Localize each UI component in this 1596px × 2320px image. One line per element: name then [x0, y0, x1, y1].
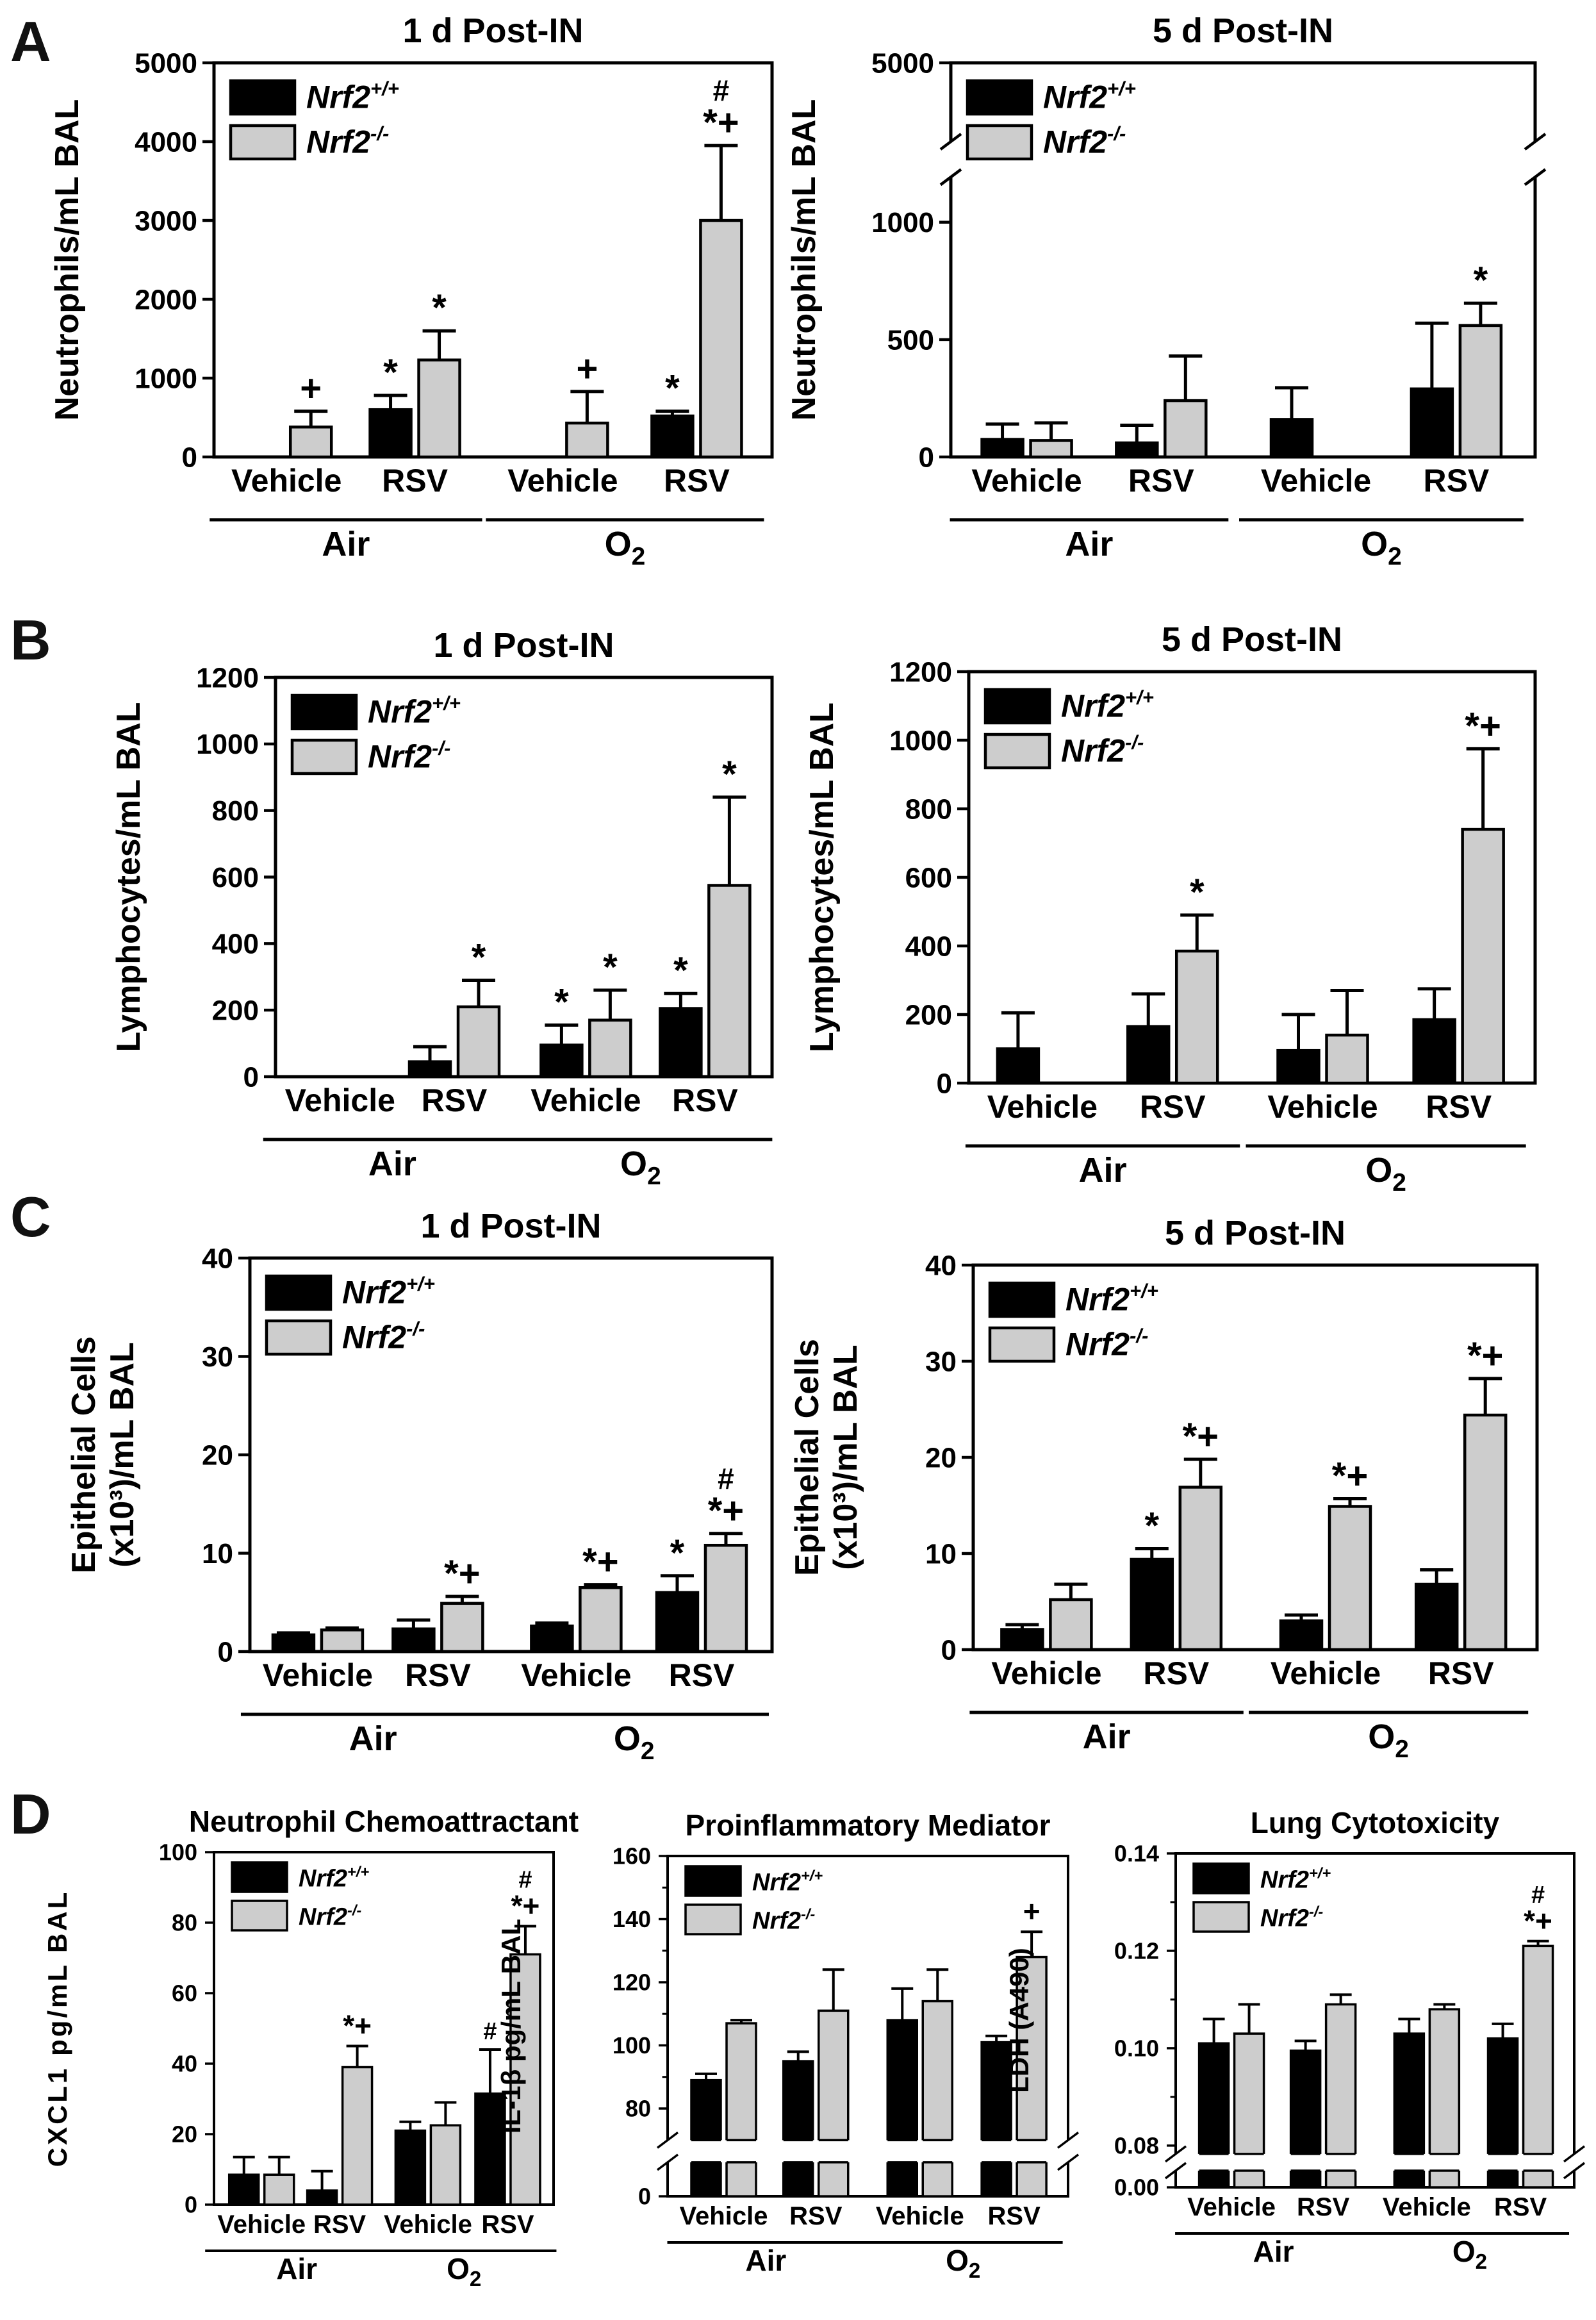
x-category-label: RSV: [668, 1657, 735, 1693]
chart-svg-epithelial-1d: [38, 1184, 807, 1802]
significance-annotation: #: [518, 1866, 532, 1894]
y-tick-label: 0: [184, 2191, 197, 2218]
significance-annotation: +: [576, 347, 598, 390]
chart-epithelial-cells-5d-post-in: [762, 1191, 1572, 1800]
y-tick-label: 4000: [135, 126, 197, 158]
chart-lymphocytes-1d-post-in: [64, 604, 807, 1227]
y-tick-label: 60: [171, 1980, 197, 2007]
axis-break-band: [1171, 2154, 1579, 2171]
significance-annotation: #: [483, 2018, 497, 2045]
y-tick-label: 100: [158, 1839, 197, 1866]
y-tick-label: 0: [918, 442, 934, 474]
legend-swatch-nrf2-wt: [292, 695, 356, 729]
y-tick-label: 200: [905, 999, 952, 1031]
significance-annotation: *: [432, 287, 447, 329]
y-axis-label: LDH (A490): [1004, 1948, 1034, 2093]
legend-swatch-nrf2-wt: [686, 1866, 741, 1896]
legend-label-nrf2-wt: Nrf2+/+: [342, 1272, 435, 1311]
x-category-label: Vehicle: [507, 463, 618, 499]
axis-break-gap: [1533, 142, 1538, 177]
x-category-label: RSV: [481, 2210, 534, 2239]
y-tick-label: 0.12: [1114, 1937, 1159, 1964]
x-category-label: Vehicle: [217, 2210, 306, 2239]
bar-nrf2-ko-group2: [419, 360, 460, 457]
significance-annotation: *: [1144, 1505, 1160, 1547]
group-label: $O_2$: [1368, 1718, 1409, 1763]
group-label: Air: [368, 1145, 416, 1183]
legend-swatch-nrf2-wt: [231, 81, 295, 114]
legend-label-nrf2-ko: Nrf2-/-: [1061, 731, 1144, 769]
significance-annotation: *: [665, 367, 680, 410]
bar-nrf2-ko-group2: [1165, 401, 1206, 457]
legend-swatch-nrf2-ko: [231, 126, 295, 159]
significance-annotation: *+: [511, 1889, 540, 1923]
bar-nrf2-wt-group4: [652, 416, 693, 457]
y-tick-label: 500: [887, 324, 934, 356]
bar-nrf2-wt-group2: [784, 2061, 813, 2196]
bar-nrf2-wt-group2: [409, 1062, 450, 1077]
group-label: Air: [349, 1719, 397, 1758]
bar-nrf2-wt-group3: [395, 2131, 425, 2205]
x-category-label: Vehicle: [262, 1657, 374, 1693]
chart-lung-cytotoxicity-ldh: [983, 1789, 1596, 2303]
significance-annotation: *: [670, 1532, 685, 1574]
x-category-label: RSV: [1139, 1089, 1206, 1125]
bar-nrf2-wt-group4: [657, 1593, 698, 1652]
y-tick-label: 0: [638, 2183, 651, 2210]
y-tick-label: 1000: [871, 207, 934, 239]
y-axis-label: Epithelial Cells(x10³)/mL BAL: [789, 1339, 864, 1576]
y-axis-label: Lymphocytes/mL BAL: [803, 702, 841, 1053]
y-tick-label: 0.10: [1114, 2035, 1159, 2062]
bar-nrf2-ko-group1: [290, 427, 331, 457]
bar-nrf2-ko-group3: [589, 1020, 630, 1077]
significance-annotation: *: [603, 947, 618, 989]
y-tick-label: 20: [171, 2121, 197, 2148]
y-tick-label: 20: [925, 1442, 957, 1474]
legend-swatch-nrf2-wt: [967, 81, 1032, 114]
legend-swatch-nrf2-wt: [232, 1862, 287, 1892]
group-label: $O_2$: [604, 525, 646, 570]
legend-swatch-nrf2-ko: [292, 740, 356, 774]
significance-annotation: *: [554, 981, 569, 1023]
group-label: Air: [1082, 1718, 1131, 1756]
y-tick-label: 800: [905, 793, 952, 825]
group-label: $O_2$: [1361, 525, 1402, 570]
y-tick-label: 1000: [196, 729, 259, 761]
legend-swatch-nrf2-ko: [232, 1901, 287, 1930]
chart-neutrophils-5d-post-in: [739, 0, 1570, 608]
chart-title: 5 d Post-IN: [1161, 620, 1343, 659]
y-tick-label: 160: [612, 1843, 651, 1869]
x-category-label: RSV: [1423, 463, 1490, 499]
group-label: $O_2$: [1452, 2235, 1488, 2274]
bar-nrf2-ko-group3: [566, 423, 607, 457]
x-category-label: Vehicle: [284, 1082, 395, 1118]
y-tick-label: 80: [171, 1909, 197, 1936]
y-axis-label: Epithelial Cells(x10³)/mL BAL: [65, 1336, 141, 1573]
y-tick-label: 1000: [889, 725, 952, 757]
panel-label-b: B: [10, 608, 51, 672]
x-category-label: RSV: [1128, 463, 1194, 499]
chart-svg-neutrophils-5d: [739, 0, 1570, 608]
significance-annotation: *+: [1467, 1335, 1504, 1377]
group-label: $O_2$: [620, 1145, 661, 1190]
legend-label-nrf2-wt: Nrf2+/+: [306, 77, 399, 115]
x-category-label: RSV: [1427, 1655, 1494, 1691]
legend-swatch-nrf2-ko: [1194, 1902, 1249, 1932]
chart-title: 5 d Post-IN: [1152, 12, 1334, 50]
x-category-label: RSV: [1426, 1089, 1492, 1125]
legend-swatch-nrf2-wt: [990, 1283, 1054, 1316]
y-axis-label: IL-1β pg/mL BAL: [496, 1918, 526, 2134]
legend-label-nrf2-ko: Nrf2-/-: [342, 1317, 425, 1355]
significance-annotation: *+: [1182, 1416, 1219, 1457]
y-tick-label: 0: [243, 1061, 259, 1093]
y-tick-label: 20: [202, 1439, 233, 1471]
chart-title: Lung Cytotoxicity: [1250, 1806, 1500, 1839]
significance-annotation: *+: [444, 1553, 481, 1595]
y-tick-label: 0.08: [1114, 2132, 1159, 2159]
chart-title: 1 d Post-IN: [420, 1207, 602, 1245]
chart-title: 1 d Post-IN: [433, 626, 614, 665]
bar-nrf2-ko-group2: [819, 2010, 848, 2196]
legend-label-nrf2-wt: Nrf2+/+: [1061, 686, 1154, 724]
bar-nrf2-wt-group1: [229, 2175, 259, 2205]
axis-break-gap: [948, 142, 953, 177]
bar-nrf2-wt-group2: [370, 410, 411, 457]
significance-annotation: *+: [582, 1541, 619, 1583]
significance-annotation: *+: [343, 2009, 372, 2042]
bar-nrf2-ko-group3: [1329, 1507, 1370, 1650]
y-tick-label: 400: [905, 931, 952, 963]
significance-annotation: +: [1023, 1894, 1041, 1928]
significance-annotation: *: [673, 950, 688, 992]
bar-nrf2-ko-group1: [727, 2023, 756, 2196]
legend-label-nrf2-ko: Nrf2-/-: [1260, 1903, 1324, 1932]
y-axis-label: Neutrophils/mL BAL: [49, 99, 86, 421]
bar-nrf2-ko-group3: [1327, 1035, 1368, 1083]
bar-nrf2-ko-group1: [1050, 1600, 1091, 1650]
y-tick-label: 0: [181, 442, 197, 474]
bar-nrf2-ko-group4: [709, 885, 750, 1077]
bar-nrf2-wt-group2: [1128, 1027, 1169, 1083]
bar-nrf2-wt-group3: [541, 1045, 582, 1077]
y-tick-label: 120: [612, 1969, 651, 1996]
chart-lymphocytes-5d-post-in: [757, 598, 1570, 1234]
y-tick-label: 600: [905, 862, 952, 894]
legend-label-nrf2-wt: Nrf2+/+: [752, 1867, 823, 1896]
bar-nrf2-ko-group1: [1031, 440, 1072, 457]
y-axis-label: Lymphocytes/mL BAL: [110, 702, 147, 1052]
group-label: $O_2$: [447, 2252, 482, 2291]
x-category-label: Vehicle: [531, 1082, 641, 1118]
group-label: $O_2$: [946, 2244, 981, 2283]
x-category-label: RSV: [382, 463, 448, 499]
legend-swatch-nrf2-ko: [267, 1321, 331, 1354]
group-label: Air: [322, 525, 370, 563]
y-tick-label: 1200: [196, 662, 259, 694]
y-axis-label: CXCL1 pg/mL BAL: [42, 1889, 72, 2167]
bar-nrf2-wt-group1: [691, 2080, 721, 2196]
significance-annotation: *+: [707, 1489, 745, 1532]
chart-title: Neutrophil Chemoattractant: [188, 1805, 579, 1838]
x-category-label: RSV: [404, 1657, 471, 1693]
chart-svg-neutrophils-1d: [3, 0, 807, 608]
x-category-label: Vehicle: [521, 1657, 632, 1693]
significance-annotation: *+: [703, 102, 739, 144]
bar-nrf2-wt-group3: [1281, 1621, 1322, 1650]
y-tick-label: 10: [925, 1538, 957, 1570]
y-tick-label: 10: [202, 1537, 233, 1570]
legend-label-nrf2-ko: Nrf2-/-: [299, 1902, 362, 1931]
significance-annotation: *: [471, 936, 486, 979]
x-category-label: Vehicle: [1382, 2193, 1471, 2221]
y-tick-label: 30: [925, 1346, 957, 1378]
bar-nrf2-ko-group3: [580, 1587, 621, 1652]
legend-swatch-nrf2-ko: [985, 734, 1049, 768]
x-category-label: RSV: [987, 2202, 1041, 2230]
group-label: Air: [276, 2252, 318, 2285]
legend-swatch-nrf2-wt: [1194, 1864, 1249, 1893]
significance-annotation: *: [383, 352, 398, 394]
bar-nrf2-wt-group4: [1414, 1020, 1455, 1083]
y-tick-label: 30: [202, 1341, 233, 1373]
legend-label-nrf2-wt: Nrf2+/+: [299, 1863, 370, 1893]
legend-swatch-nrf2-ko: [990, 1328, 1054, 1361]
bar-nrf2-wt-group2: [393, 1629, 434, 1652]
y-tick-label: 400: [211, 928, 259, 960]
legend-label-nrf2-ko: Nrf2-/-: [306, 122, 390, 160]
chart-svg-epithelial-5d: [762, 1191, 1572, 1800]
y-tick-label: 40: [202, 1243, 233, 1275]
y-tick-label: 40: [171, 2050, 197, 2077]
legend-label-nrf2-ko: Nrf2-/-: [368, 736, 451, 775]
legend-swatch-nrf2-ko: [967, 126, 1032, 159]
bar-nrf2-ko-group2: [441, 1603, 482, 1652]
y-tick-label: 200: [211, 995, 259, 1027]
x-category-label: RSV: [671, 1082, 738, 1118]
panel-label-c: C: [10, 1185, 51, 1248]
bar-nrf2-ko-group1: [265, 2175, 294, 2205]
significance-annotation: *+: [1465, 705, 1501, 747]
y-tick-label: 0: [217, 1636, 233, 1668]
y-tick-label: 1000: [135, 363, 197, 395]
y-tick-label: 3000: [135, 205, 197, 237]
significance-annotation: #: [1531, 1881, 1545, 1909]
y-tick-label: 800: [211, 795, 259, 827]
y-tick-label: 140: [612, 1906, 651, 1933]
y-tick-label: 600: [211, 861, 259, 893]
bar-nrf2-ko-group2: [343, 2067, 372, 2205]
x-category-label: Vehicle: [991, 1655, 1102, 1691]
legend-label-nrf2-ko: Nrf2-/-: [752, 1905, 816, 1935]
bar-nrf2-ko-group4: [1463, 829, 1504, 1083]
x-category-label: Vehicle: [383, 2210, 472, 2239]
x-category-label: Vehicle: [231, 463, 342, 499]
bar-nrf2-ko-group2: [1180, 1487, 1221, 1650]
bar-nrf2-wt-group4: [1416, 1584, 1457, 1650]
x-category-label: Vehicle: [1267, 1089, 1378, 1125]
chart-title: 1 d Post-IN: [402, 12, 584, 50]
chart-svg-lymphocytes-1d: [64, 604, 807, 1227]
y-tick-label: 80: [625, 2095, 651, 2122]
y-axis-label: Neutrophils/mL BAL: [786, 99, 823, 421]
bar-nrf2-wt-group3: [531, 1626, 572, 1652]
bar-nrf2-wt-group2: [1131, 1559, 1172, 1650]
panel-label-d: D: [10, 1782, 51, 1846]
bar-nrf2-ko-group1: [322, 1630, 363, 1652]
legend-label-nrf2-wt: Nrf2+/+: [1065, 1279, 1158, 1318]
bar-nrf2-ko-group4: [705, 1545, 746, 1652]
group-label: Air: [1078, 1151, 1127, 1189]
x-category-label: RSV: [1143, 1655, 1210, 1691]
bar-nrf2-wt-group1: [998, 1049, 1039, 1084]
y-tick-label: 0.14: [1114, 1840, 1159, 1867]
y-tick-label: 100: [612, 2032, 651, 2059]
significance-annotation: *: [1473, 260, 1488, 302]
significance-annotation: +: [300, 367, 322, 410]
y-tick-label: 2000: [135, 284, 197, 316]
y-tick-label: 40: [925, 1250, 957, 1282]
y-tick-label: 0: [941, 1634, 957, 1666]
x-category-label: RSV: [664, 463, 730, 499]
x-category-label: Vehicle: [971, 463, 1082, 499]
x-category-label: Vehicle: [1260, 463, 1372, 499]
bar-nrf2-ko-group2: [1176, 951, 1217, 1083]
legend-swatch-nrf2-wt: [985, 690, 1049, 723]
bar-nrf2-wt-group2: [1116, 443, 1157, 457]
legend-swatch-nrf2-wt: [267, 1276, 331, 1309]
x-category-label: RSV: [1493, 2193, 1547, 2221]
y-tick-label: 0.00: [1114, 2174, 1159, 2201]
bar-nrf2-ko-group2: [458, 1007, 499, 1077]
bar-nrf2-wt-group1: [982, 440, 1023, 457]
legend-label-nrf2-ko: Nrf2-/-: [1043, 122, 1126, 160]
legend-label-nrf2-wt: Nrf2+/+: [368, 692, 461, 730]
bar-nrf2-ko-group3: [431, 2125, 460, 2205]
bar-nrf2-ko-group4: [1460, 326, 1501, 457]
legend-label-nrf2-wt: Nrf2+/+: [1260, 1864, 1331, 1894]
bar-nrf2-ko-group3: [923, 2001, 952, 2196]
panel-label-a: A: [10, 10, 51, 73]
x-category-label: Vehicle: [1270, 1655, 1381, 1691]
x-category-label: Vehicle: [875, 2202, 964, 2230]
bar-nrf2-ko-group4: [1465, 1415, 1506, 1650]
legend-label-nrf2-wt: Nrf2+/+: [1043, 77, 1136, 115]
group-label: Air: [1253, 2235, 1294, 2268]
group-label: Air: [1065, 525, 1114, 563]
legend-swatch-nrf2-ko: [686, 1905, 741, 1934]
significance-annotation: *: [1189, 871, 1205, 913]
bar-nrf2-wt-group1: [1001, 1630, 1042, 1650]
y-tick-label: 5000: [135, 47, 197, 79]
bar-nrf2-wt-group4: [660, 1009, 701, 1077]
x-category-label: Vehicle: [987, 1089, 1098, 1125]
bar-nrf2-ko-group4: [700, 220, 741, 457]
chart-neutrophils-1d-post-in: [3, 0, 807, 608]
group-label: Air: [745, 2244, 787, 2277]
y-tick-label: 0: [936, 1068, 952, 1100]
plot-frame: [214, 63, 772, 457]
bar-nrf2-ko-group4: [1524, 1946, 1553, 2187]
chart-svg-lymphocytes-5d: [757, 598, 1570, 1234]
bar-nrf2-wt-group3: [1271, 419, 1312, 457]
significance-annotation: #: [718, 1461, 734, 1495]
bar-nrf2-wt-group1: [273, 1635, 314, 1652]
x-category-label: RSV: [1297, 2193, 1350, 2221]
x-category-label: RSV: [313, 2210, 366, 2239]
significance-annotation: *: [722, 753, 737, 795]
bar-nrf2-wt-group3: [887, 2020, 917, 2196]
chart-title: 5 d Post-IN: [1164, 1214, 1346, 1252]
x-category-label: RSV: [421, 1082, 488, 1118]
y-tick-label: 1200: [889, 656, 952, 688]
y-tick-label: 5000: [871, 47, 934, 79]
significance-annotation: #: [712, 74, 730, 108]
x-category-label: Vehicle: [679, 2202, 768, 2230]
significance-annotation: *+: [1331, 1455, 1369, 1497]
group-label: $O_2$: [1365, 1151, 1406, 1197]
group-label: $O_2$: [613, 1719, 655, 1765]
legend-label-nrf2-ko: Nrf2-/-: [1065, 1324, 1149, 1363]
chart-title: Proinflammatory Mediator: [685, 1809, 1051, 1842]
chart-epithelial-cells-1d-post-in: [38, 1184, 807, 1802]
significance-annotation: *+: [1524, 1903, 1552, 1937]
bar-nrf2-wt-group3: [1278, 1050, 1319, 1083]
x-category-label: Vehicle: [1187, 2193, 1276, 2221]
x-category-label: RSV: [789, 2202, 843, 2230]
chart-svg-ldh: [983, 1789, 1596, 2303]
bar-nrf2-wt-group2: [308, 2191, 337, 2205]
bar-nrf2-wt-group4: [1411, 389, 1452, 457]
